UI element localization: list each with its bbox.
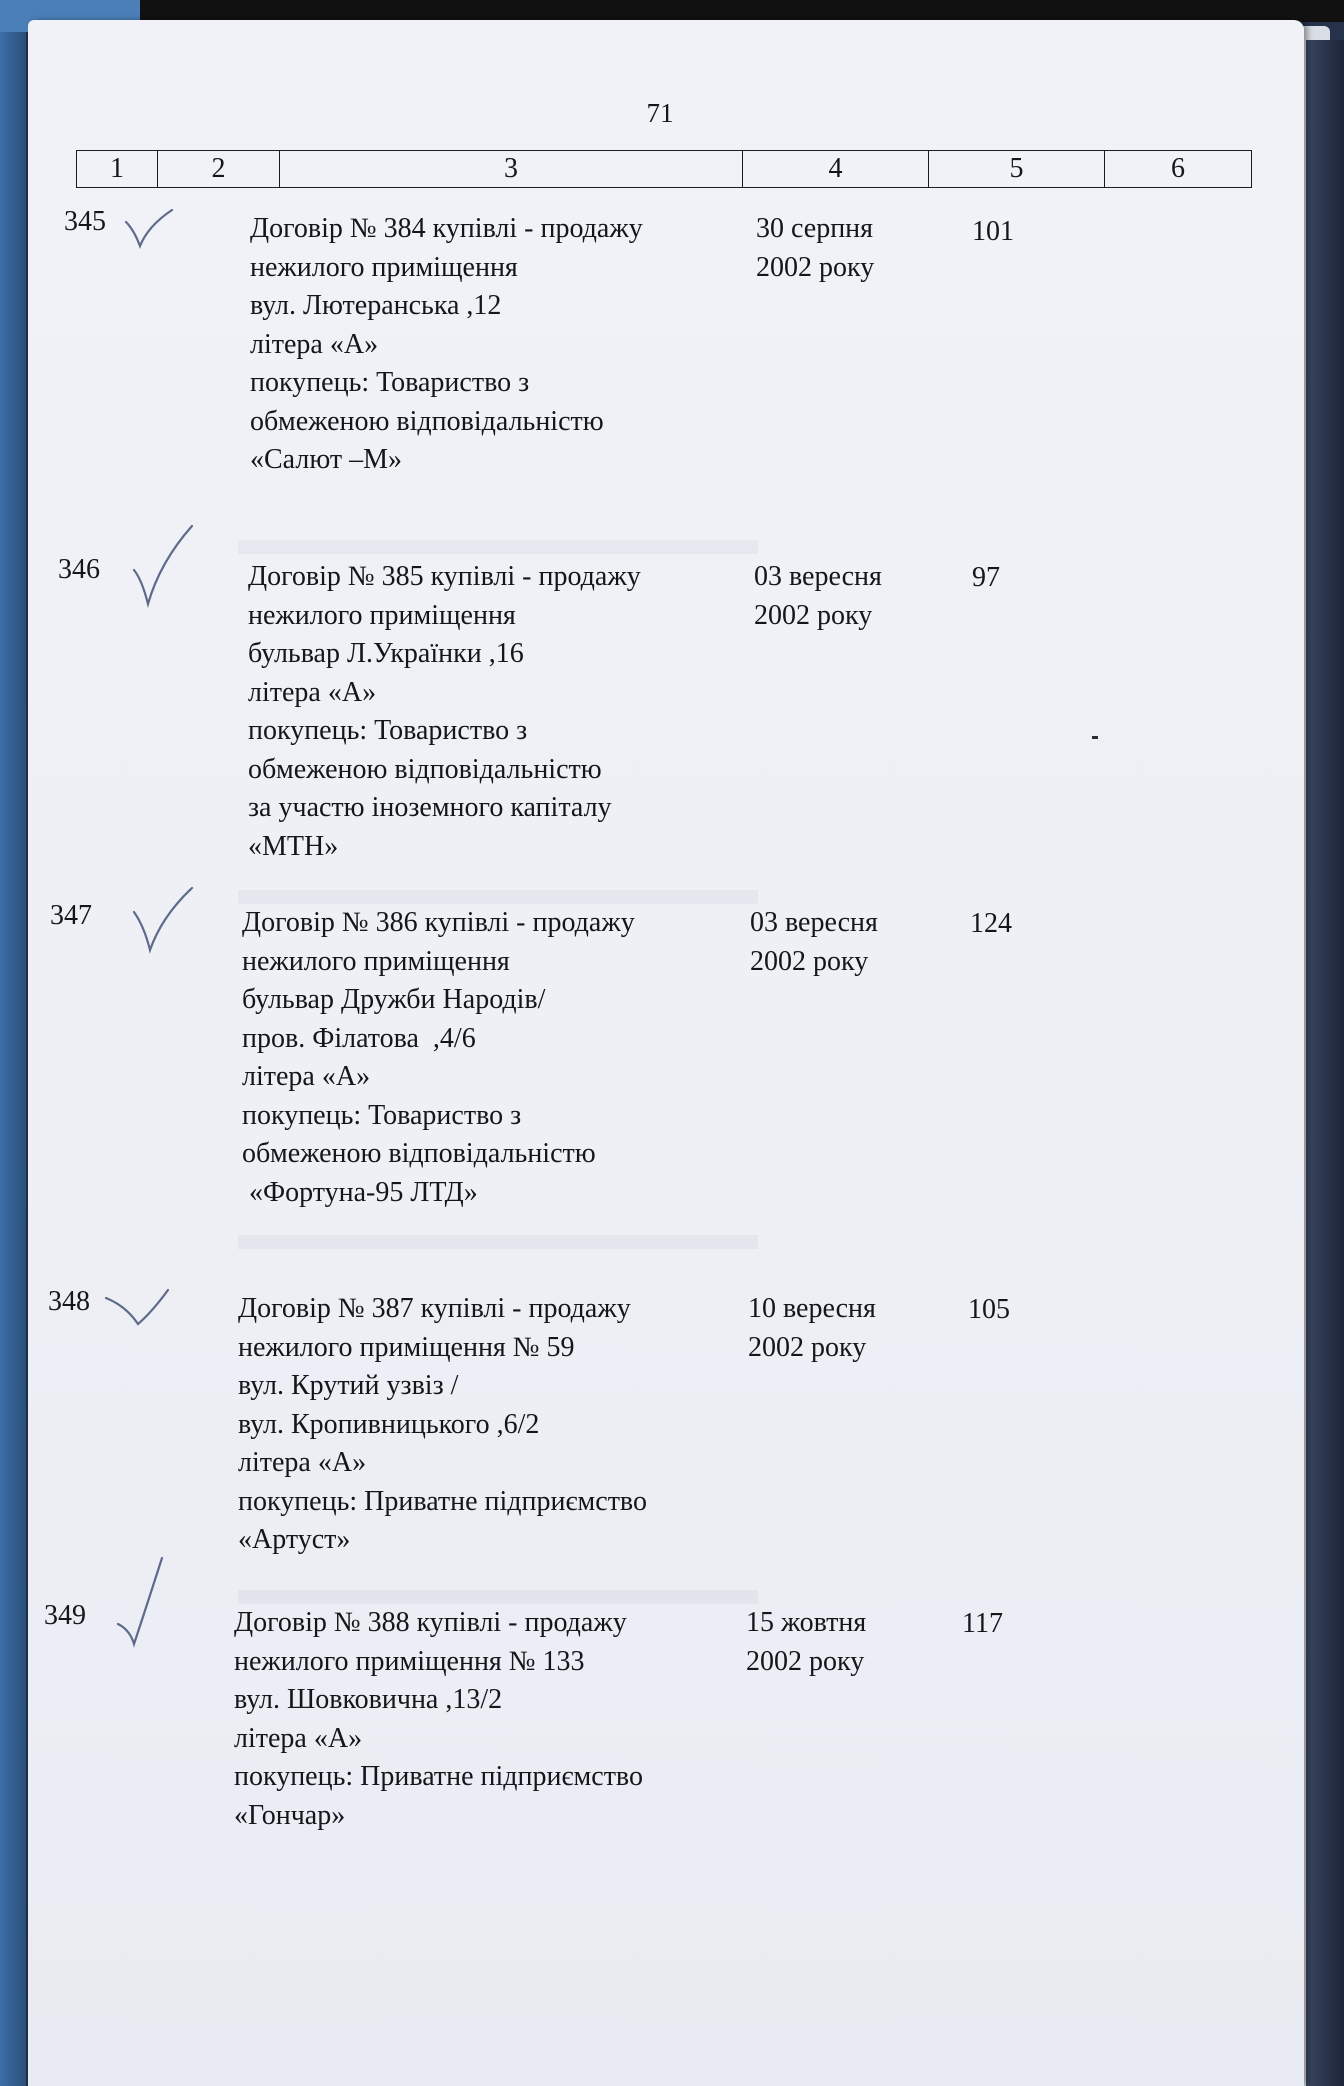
description-line: Договір № 386 купівлі - продажу xyxy=(242,907,635,938)
description-line: нежилого приміщення № 133 xyxy=(234,1645,585,1677)
scanner-top-edge xyxy=(0,0,1344,22)
header-col-3: 3 xyxy=(280,151,743,187)
description-line: «Салют –М» xyxy=(250,444,403,475)
description-line: обмеженою відповідальністю xyxy=(242,1138,596,1169)
ink-speck xyxy=(1092,736,1098,739)
header-col-4: 4 xyxy=(743,151,929,187)
date-line: 2002 року xyxy=(754,599,873,631)
header-col-5: 5 xyxy=(929,151,1105,187)
description-line: нежилого приміщення xyxy=(242,945,510,977)
check-mark-icon xyxy=(128,882,198,962)
header-col-1: 1 xyxy=(77,151,158,187)
description-line: «Гончар» xyxy=(234,1799,346,1831)
entry-description xyxy=(242,904,635,1212)
date-line: 03 вересня xyxy=(754,561,882,592)
entry-description xyxy=(250,210,643,480)
entry-date xyxy=(756,210,874,287)
entry-number: 347 xyxy=(50,900,92,931)
description-line: літера «А» xyxy=(250,328,379,360)
description-line: літера «А» xyxy=(242,1061,371,1092)
check-mark-icon xyxy=(102,1286,202,1346)
date-line: 30 серпня xyxy=(756,213,874,244)
check-mark-icon xyxy=(122,206,182,266)
entry-page-count: 105 xyxy=(968,1294,1010,1325)
page-stack-edge xyxy=(1306,40,1344,2086)
date-line: 2002 року xyxy=(746,1645,865,1677)
description-line: нежилого приміщення xyxy=(250,251,518,283)
entry-description xyxy=(238,1290,647,1560)
bleed-through-texture xyxy=(238,1590,758,1604)
entry-number: 348 xyxy=(48,1286,90,1317)
description-line: обмеженою відповідальністю xyxy=(250,405,604,437)
check-mark-icon xyxy=(114,1554,184,1654)
description-line: покупець: Товариство з xyxy=(248,715,528,746)
description-line: «Фортуна-95 ЛТД» xyxy=(242,1176,478,1208)
description-line: за участю іноземного капіталу xyxy=(248,792,612,823)
description-line: нежилого приміщення xyxy=(248,599,516,631)
description-line: «МТН» xyxy=(248,830,339,862)
description-line: бульвар Дружби Народів/ xyxy=(242,984,546,1015)
description-line: пров. Філатова ,4/6 xyxy=(242,1022,476,1054)
description-line: покупець: Приватне підприємство xyxy=(234,1761,643,1792)
description-line: Договір № 388 купівлі - продажу xyxy=(234,1607,627,1638)
bleed-through-texture xyxy=(238,540,758,554)
description-line: бульвар Л.Українки ,16 xyxy=(248,638,524,669)
date-line: 2002 року xyxy=(756,251,875,283)
description-line: покупець: Приватне підприємство xyxy=(238,1485,647,1517)
bleed-through-texture xyxy=(238,1235,758,1249)
date-line: 2002 року xyxy=(748,1331,867,1363)
date-line: 10 вересня xyxy=(748,1293,876,1324)
entry-date xyxy=(746,1604,866,1681)
description-line: Договір № 384 купівлі - продажу xyxy=(250,213,643,244)
description-line: вул. Кропивницького ,6/2 xyxy=(238,1408,540,1440)
column-header-row xyxy=(76,150,1252,188)
description-line: Договір № 387 купівлі - продажу xyxy=(238,1293,631,1324)
entry-date xyxy=(754,558,882,635)
entry-page-count: 124 xyxy=(970,908,1012,939)
document-page xyxy=(28,20,1304,2086)
entry-page-count: 101 xyxy=(972,216,1014,247)
entry-date xyxy=(748,1290,876,1367)
page-number: 71 xyxy=(646,98,674,128)
description-line: літера «А» xyxy=(248,676,377,708)
description-line: нежилого приміщення № 59 xyxy=(238,1331,575,1363)
bleed-through-texture xyxy=(238,890,758,904)
header-col-2: 2 xyxy=(158,151,280,187)
description-line: покупець: Товариство з xyxy=(242,1099,522,1131)
date-line: 03 вересня xyxy=(750,907,878,938)
description-line: вул. Крутий узвіз / xyxy=(238,1370,459,1401)
entry-date xyxy=(750,904,878,981)
entry-number: 346 xyxy=(58,554,100,585)
header-col-6: 6 xyxy=(1171,153,1185,184)
entry-number: 345 xyxy=(64,206,106,237)
check-mark-icon xyxy=(128,522,198,612)
entry-description xyxy=(248,558,641,866)
entry-page-count: 117 xyxy=(962,1608,1003,1639)
entry-number: 349 xyxy=(44,1600,86,1631)
description-line: літера «А» xyxy=(238,1447,367,1478)
description-line: вул. Шовковична ,13/2 xyxy=(234,1684,503,1715)
description-line: літера «А» xyxy=(234,1722,363,1754)
description-line: Договір № 385 купівлі - продажу xyxy=(248,561,641,592)
entry-page-count: 97 xyxy=(972,562,1000,593)
date-line: 2002 року xyxy=(750,945,869,977)
description-line: вул. Лютеранська ,12 xyxy=(250,290,502,321)
description-line: обмеженою відповідальністю xyxy=(248,753,602,785)
description-line: «Артуст» xyxy=(238,1524,351,1555)
entry-description xyxy=(234,1604,643,1835)
description-line: покупець: Товариство з xyxy=(250,367,530,398)
binder-strip xyxy=(0,0,26,2086)
date-line: 15 жовтня xyxy=(746,1607,867,1638)
